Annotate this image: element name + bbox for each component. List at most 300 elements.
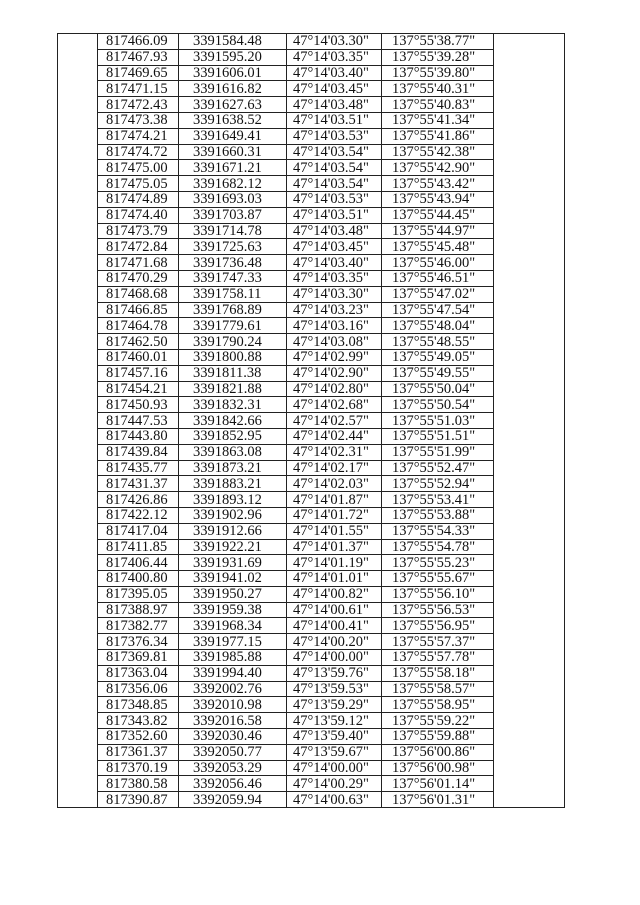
latitude-cell: 47°14'00.00" (287, 760, 382, 776)
table-row (58, 460, 565, 476)
blank-cell-right (494, 444, 565, 460)
longitude-cell: 137°55'56.10" (382, 586, 494, 602)
latitude-cell: 47°13'59.76" (287, 665, 382, 681)
blank-cell-left (58, 792, 98, 808)
blank-cell-left (58, 397, 98, 413)
blank-cell-right (494, 744, 565, 760)
table-row (58, 334, 565, 350)
table-row (58, 255, 565, 271)
y-coordinate-cell: 3391922.21 (179, 539, 287, 555)
x-coordinate-cell: 817474.89 (98, 191, 179, 207)
longitude-cell: 137°55'47.02" (382, 286, 494, 302)
blank-cell-left (58, 286, 98, 302)
y-coordinate-cell: 3391800.88 (179, 349, 287, 365)
blank-cell-left (58, 49, 98, 65)
x-coordinate-cell: 817474.21 (98, 128, 179, 144)
longitude-cell: 137°55'48.55" (382, 334, 494, 350)
blank-cell-right (494, 760, 565, 776)
latitude-cell: 47°14'03.40" (287, 255, 382, 271)
y-coordinate-cell: 3391912.66 (179, 523, 287, 539)
latitude-cell: 47°14'00.63" (287, 792, 382, 808)
x-coordinate-cell: 817380.58 (98, 776, 179, 792)
y-coordinate-cell: 3392056.46 (179, 776, 287, 792)
blank-cell-right (494, 223, 565, 239)
x-coordinate-cell: 817435.77 (98, 460, 179, 476)
latitude-cell: 47°14'00.20" (287, 634, 382, 650)
longitude-cell: 137°55'44.97" (382, 223, 494, 239)
x-coordinate-cell: 817356.06 (98, 681, 179, 697)
y-coordinate-cell: 3392053.29 (179, 760, 287, 776)
blank-cell-left (58, 555, 98, 571)
blank-cell-left (58, 492, 98, 508)
y-coordinate-cell: 3391627.63 (179, 97, 287, 113)
table-row (58, 176, 565, 192)
latitude-cell: 47°14'02.68" (287, 397, 382, 413)
latitude-cell: 47°14'01.55" (287, 523, 382, 539)
blank-cell-right (494, 160, 565, 176)
blank-cell-right (494, 729, 565, 745)
latitude-cell: 47°14'02.99" (287, 349, 382, 365)
blank-cell-left (58, 207, 98, 223)
latitude-cell: 47°13'59.40" (287, 729, 382, 745)
latitude-cell: 47°14'02.03" (287, 476, 382, 492)
blank-cell-left (58, 112, 98, 128)
longitude-cell: 137°55'55.23" (382, 555, 494, 571)
x-coordinate-cell: 817462.50 (98, 334, 179, 350)
y-coordinate-cell: 3392059.94 (179, 792, 287, 808)
blank-cell-left (58, 81, 98, 97)
x-coordinate-cell: 817460.01 (98, 349, 179, 365)
blank-cell-right (494, 49, 565, 65)
y-coordinate-cell: 3391671.21 (179, 160, 287, 176)
y-coordinate-cell: 3391595.20 (179, 49, 287, 65)
blank-cell-left (58, 34, 98, 50)
longitude-cell: 137°55'43.42" (382, 176, 494, 192)
latitude-cell: 47°13'59.53" (287, 681, 382, 697)
blank-cell-left (58, 602, 98, 618)
longitude-cell: 137°55'46.51" (382, 270, 494, 286)
blank-cell-left (58, 365, 98, 381)
x-coordinate-cell: 817454.21 (98, 381, 179, 397)
y-coordinate-cell: 3391931.69 (179, 555, 287, 571)
table-row (58, 634, 565, 650)
x-coordinate-cell: 817363.04 (98, 665, 179, 681)
blank-cell-right (494, 492, 565, 508)
y-coordinate-cell: 3391660.31 (179, 144, 287, 160)
blank-cell-left (58, 428, 98, 444)
blank-cell-left (58, 618, 98, 634)
x-coordinate-cell: 817431.37 (98, 476, 179, 492)
blank-cell-right (494, 460, 565, 476)
latitude-cell: 47°14'03.54" (287, 144, 382, 160)
blank-cell-right (494, 349, 565, 365)
table-row (58, 681, 565, 697)
y-coordinate-cell: 3391893.12 (179, 492, 287, 508)
table-row (58, 697, 565, 713)
x-coordinate-cell: 817417.04 (98, 523, 179, 539)
longitude-cell: 137°55'40.83" (382, 97, 494, 113)
table-row (58, 760, 565, 776)
x-coordinate-cell: 817473.38 (98, 112, 179, 128)
x-coordinate-cell: 817472.84 (98, 239, 179, 255)
longitude-cell: 137°55'43.94" (382, 191, 494, 207)
y-coordinate-cell: 3391977.15 (179, 634, 287, 650)
blank-cell-right (494, 634, 565, 650)
x-coordinate-cell: 817406.44 (98, 555, 179, 571)
table-row (58, 128, 565, 144)
table-row (58, 302, 565, 318)
blank-cell-left (58, 144, 98, 160)
longitude-cell: 137°55'38.77" (382, 34, 494, 50)
longitude-cell: 137°55'52.47" (382, 460, 494, 476)
latitude-cell: 47°14'00.00" (287, 650, 382, 666)
table-row (58, 571, 565, 587)
x-coordinate-cell: 817400.80 (98, 571, 179, 587)
latitude-cell: 47°14'00.29" (287, 776, 382, 792)
x-coordinate-cell: 817426.86 (98, 492, 179, 508)
y-coordinate-cell: 3391649.41 (179, 128, 287, 144)
table-row (58, 665, 565, 681)
blank-cell-left (58, 160, 98, 176)
blank-cell-right (494, 144, 565, 160)
blank-cell-left (58, 318, 98, 334)
blank-cell-left (58, 444, 98, 460)
x-coordinate-cell: 817382.77 (98, 618, 179, 634)
y-coordinate-cell: 3391779.61 (179, 318, 287, 334)
blank-cell-left (58, 586, 98, 602)
blank-cell-right (494, 207, 565, 223)
latitude-cell: 47°14'03.51" (287, 112, 382, 128)
y-coordinate-cell: 3391693.03 (179, 191, 287, 207)
blank-cell-right (494, 128, 565, 144)
latitude-cell: 47°14'02.90" (287, 365, 382, 381)
longitude-cell: 137°55'41.86" (382, 128, 494, 144)
latitude-cell: 47°14'03.48" (287, 97, 382, 113)
longitude-cell: 137°55'42.38" (382, 144, 494, 160)
coordinate-table (57, 33, 565, 808)
latitude-cell: 47°13'59.12" (287, 713, 382, 729)
longitude-cell: 137°55'50.04" (382, 381, 494, 397)
x-coordinate-cell: 817474.40 (98, 207, 179, 223)
y-coordinate-cell: 3391747.33 (179, 270, 287, 286)
latitude-cell: 47°13'59.67" (287, 744, 382, 760)
blank-cell-left (58, 381, 98, 397)
blank-cell-right (494, 81, 565, 97)
blank-cell-right (494, 318, 565, 334)
y-coordinate-cell: 3391821.88 (179, 381, 287, 397)
y-coordinate-cell: 3391790.24 (179, 334, 287, 350)
table-row (58, 539, 565, 555)
y-coordinate-cell: 3391725.63 (179, 239, 287, 255)
blank-cell-left (58, 571, 98, 587)
x-coordinate-cell: 817464.78 (98, 318, 179, 334)
latitude-cell: 47°14'02.31" (287, 444, 382, 460)
y-coordinate-cell: 3391950.27 (179, 586, 287, 602)
table-row (58, 207, 565, 223)
latitude-cell: 47°14'02.44" (287, 428, 382, 444)
y-coordinate-cell: 3392030.46 (179, 729, 287, 745)
latitude-cell: 47°13'59.29" (287, 697, 382, 713)
longitude-cell: 137°56'00.98" (382, 760, 494, 776)
x-coordinate-cell: 817439.84 (98, 444, 179, 460)
latitude-cell: 47°14'03.35" (287, 270, 382, 286)
x-coordinate-cell: 817473.79 (98, 223, 179, 239)
x-coordinate-cell: 817352.60 (98, 729, 179, 745)
longitude-cell: 137°55'49.55" (382, 365, 494, 381)
table-row (58, 112, 565, 128)
table-row (58, 144, 565, 160)
blank-cell-left (58, 239, 98, 255)
y-coordinate-cell: 3392010.98 (179, 697, 287, 713)
y-coordinate-cell: 3391994.40 (179, 665, 287, 681)
y-coordinate-cell: 3391985.88 (179, 650, 287, 666)
blank-cell-right (494, 618, 565, 634)
blank-cell-right (494, 34, 565, 50)
table-row (58, 270, 565, 286)
blank-cell-right (494, 176, 565, 192)
table-row (58, 49, 565, 65)
x-coordinate-cell: 817466.09 (98, 34, 179, 50)
latitude-cell: 47°14'03.54" (287, 160, 382, 176)
blank-cell-left (58, 650, 98, 666)
longitude-cell: 137°55'51.03" (382, 413, 494, 429)
blank-cell-right (494, 539, 565, 555)
table-row (58, 476, 565, 492)
latitude-cell: 47°14'03.45" (287, 81, 382, 97)
table-row (58, 223, 565, 239)
x-coordinate-cell: 817443.80 (98, 428, 179, 444)
blank-cell-left (58, 270, 98, 286)
longitude-cell: 137°55'53.88" (382, 507, 494, 523)
blank-cell-left (58, 349, 98, 365)
x-coordinate-cell: 817370.19 (98, 760, 179, 776)
blank-cell-left (58, 128, 98, 144)
y-coordinate-cell: 3391832.31 (179, 397, 287, 413)
x-coordinate-cell: 817471.68 (98, 255, 179, 271)
longitude-cell: 137°55'58.18" (382, 665, 494, 681)
longitude-cell: 137°55'39.28" (382, 49, 494, 65)
blank-cell-right (494, 270, 565, 286)
blank-cell-right (494, 255, 565, 271)
blank-cell-left (58, 523, 98, 539)
blank-cell-right (494, 112, 565, 128)
blank-cell-right (494, 476, 565, 492)
blank-cell-right (494, 428, 565, 444)
longitude-cell: 137°55'51.99" (382, 444, 494, 460)
blank-cell-left (58, 460, 98, 476)
coordinate-table-container (57, 33, 565, 808)
y-coordinate-cell: 3391736.48 (179, 255, 287, 271)
latitude-cell: 47°14'03.08" (287, 334, 382, 350)
table-row (58, 744, 565, 760)
blank-cell-right (494, 507, 565, 523)
blank-cell-right (494, 191, 565, 207)
latitude-cell: 47°14'02.17" (287, 460, 382, 476)
longitude-cell: 137°55'56.95" (382, 618, 494, 634)
table-row (58, 618, 565, 634)
x-coordinate-cell: 817470.29 (98, 270, 179, 286)
y-coordinate-cell: 3391968.34 (179, 618, 287, 634)
longitude-cell: 137°55'42.90" (382, 160, 494, 176)
latitude-cell: 47°14'03.16" (287, 318, 382, 334)
x-coordinate-cell: 817369.81 (98, 650, 179, 666)
blank-cell-left (58, 697, 98, 713)
blank-cell-right (494, 413, 565, 429)
longitude-cell: 137°56'01.31" (382, 792, 494, 808)
longitude-cell: 137°55'57.78" (382, 650, 494, 666)
x-coordinate-cell: 817467.93 (98, 49, 179, 65)
y-coordinate-cell: 3391758.11 (179, 286, 287, 302)
table-row (58, 444, 565, 460)
table-row (58, 160, 565, 176)
latitude-cell: 47°14'03.51" (287, 207, 382, 223)
blank-cell-right (494, 286, 565, 302)
latitude-cell: 47°14'03.48" (287, 223, 382, 239)
latitude-cell: 47°14'03.30" (287, 286, 382, 302)
y-coordinate-cell: 3391863.08 (179, 444, 287, 460)
blank-cell-left (58, 665, 98, 681)
latitude-cell: 47°14'03.45" (287, 239, 382, 255)
x-coordinate-cell: 817471.15 (98, 81, 179, 97)
table-row (58, 239, 565, 255)
x-coordinate-cell: 817422.12 (98, 507, 179, 523)
latitude-cell: 47°14'01.72" (287, 507, 382, 523)
y-coordinate-cell: 3391959.38 (179, 602, 287, 618)
x-coordinate-cell: 817475.05 (98, 176, 179, 192)
x-coordinate-cell: 817388.97 (98, 602, 179, 618)
blank-cell-right (494, 571, 565, 587)
blank-cell-right (494, 334, 565, 350)
table-row (58, 650, 565, 666)
longitude-cell: 137°55'46.00" (382, 255, 494, 271)
table-row (58, 713, 565, 729)
latitude-cell: 47°14'03.54" (287, 176, 382, 192)
blank-cell-left (58, 744, 98, 760)
x-coordinate-cell: 817474.72 (98, 144, 179, 160)
blank-cell-left (58, 334, 98, 350)
latitude-cell: 47°14'00.82" (287, 586, 382, 602)
blank-cell-right (494, 302, 565, 318)
blank-cell-right (494, 381, 565, 397)
latitude-cell: 47°14'01.37" (287, 539, 382, 555)
blank-cell-left (58, 413, 98, 429)
y-coordinate-cell: 3391902.96 (179, 507, 287, 523)
y-coordinate-cell: 3391616.82 (179, 81, 287, 97)
longitude-cell: 137°55'49.05" (382, 349, 494, 365)
blank-cell-left (58, 681, 98, 697)
blank-cell-right (494, 697, 565, 713)
latitude-cell: 47°14'01.01" (287, 571, 382, 587)
blank-cell-left (58, 97, 98, 113)
y-coordinate-cell: 3391842.66 (179, 413, 287, 429)
x-coordinate-cell: 817348.85 (98, 697, 179, 713)
longitude-cell: 137°55'57.37" (382, 634, 494, 650)
longitude-cell: 137°55'39.80" (382, 65, 494, 81)
longitude-cell: 137°55'56.53" (382, 602, 494, 618)
y-coordinate-cell: 3392050.77 (179, 744, 287, 760)
table-row (58, 34, 565, 50)
table-row (58, 413, 565, 429)
longitude-cell: 137°55'58.95" (382, 697, 494, 713)
longitude-cell: 137°55'48.04" (382, 318, 494, 334)
latitude-cell: 47°14'00.41" (287, 618, 382, 634)
blank-cell-left (58, 176, 98, 192)
y-coordinate-cell: 3391682.12 (179, 176, 287, 192)
longitude-cell: 137°56'01.14" (382, 776, 494, 792)
blank-cell-right (494, 586, 565, 602)
longitude-cell: 137°56'00.86" (382, 744, 494, 760)
longitude-cell: 137°55'51.51" (382, 428, 494, 444)
longitude-cell: 137°55'41.34" (382, 112, 494, 128)
blank-cell-right (494, 792, 565, 808)
x-coordinate-cell: 817472.43 (98, 97, 179, 113)
x-coordinate-cell: 817466.85 (98, 302, 179, 318)
table-row (58, 523, 565, 539)
y-coordinate-cell: 3391768.89 (179, 302, 287, 318)
table-row (58, 507, 565, 523)
longitude-cell: 137°55'59.22" (382, 713, 494, 729)
y-coordinate-cell: 3391584.48 (179, 34, 287, 50)
blank-cell-right (494, 713, 565, 729)
table-row (58, 65, 565, 81)
y-coordinate-cell: 3391606.01 (179, 65, 287, 81)
blank-cell-right (494, 650, 565, 666)
coordinate-table-body (58, 34, 565, 808)
longitude-cell: 137°55'45.48" (382, 239, 494, 255)
latitude-cell: 47°14'03.35" (287, 49, 382, 65)
x-coordinate-cell: 817411.85 (98, 539, 179, 555)
longitude-cell: 137°55'40.31" (382, 81, 494, 97)
table-row (58, 729, 565, 745)
blank-cell-left (58, 191, 98, 207)
table-row (58, 191, 565, 207)
blank-cell-right (494, 523, 565, 539)
latitude-cell: 47°14'03.30" (287, 34, 382, 50)
blank-cell-right (494, 97, 565, 113)
table-row (58, 381, 565, 397)
blank-cell-left (58, 302, 98, 318)
blank-cell-left (58, 776, 98, 792)
blank-cell-left (58, 760, 98, 776)
latitude-cell: 47°14'03.53" (287, 128, 382, 144)
blank-cell-right (494, 555, 565, 571)
latitude-cell: 47°14'03.40" (287, 65, 382, 81)
y-coordinate-cell: 3391714.78 (179, 223, 287, 239)
table-row (58, 555, 565, 571)
x-coordinate-cell: 817343.82 (98, 713, 179, 729)
x-coordinate-cell: 817475.00 (98, 160, 179, 176)
y-coordinate-cell: 3391941.02 (179, 571, 287, 587)
blank-cell-left (58, 65, 98, 81)
latitude-cell: 47°14'03.53" (287, 191, 382, 207)
latitude-cell: 47°14'00.61" (287, 602, 382, 618)
blank-cell-left (58, 713, 98, 729)
blank-cell-right (494, 602, 565, 618)
blank-cell-right (494, 681, 565, 697)
blank-cell-left (58, 729, 98, 745)
longitude-cell: 137°55'52.94" (382, 476, 494, 492)
longitude-cell: 137°55'50.54" (382, 397, 494, 413)
y-coordinate-cell: 3391703.87 (179, 207, 287, 223)
x-coordinate-cell: 817376.34 (98, 634, 179, 650)
latitude-cell: 47°14'03.23" (287, 302, 382, 318)
x-coordinate-cell: 817457.16 (98, 365, 179, 381)
blank-cell-left (58, 539, 98, 555)
blank-cell-right (494, 365, 565, 381)
blank-cell-left (58, 223, 98, 239)
table-row (58, 97, 565, 113)
table-row (58, 792, 565, 808)
